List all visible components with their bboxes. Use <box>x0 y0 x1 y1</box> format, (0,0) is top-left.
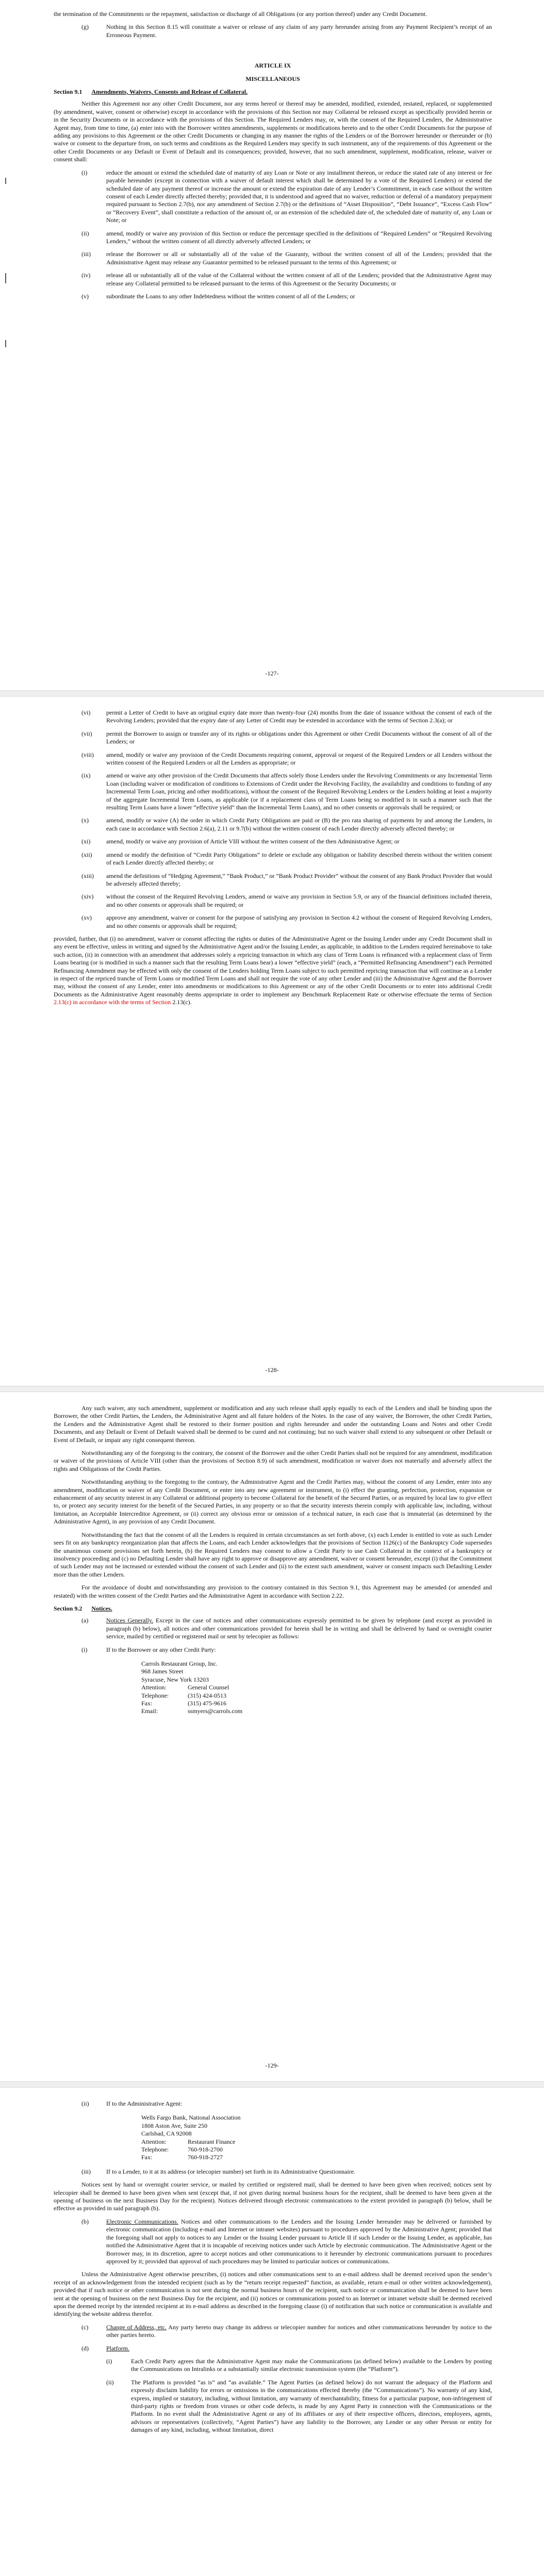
section-heading: Section 9.2 Notices. <box>54 1604 112 1612</box>
margin-change-bar <box>5 178 6 184</box>
list-item: (xi) amend, modify or waive any provision of Article VIII without the written consent of the then Administrative Agent; or <box>81 838 400 845</box>
article-title: MISCELLANEOUS <box>245 75 300 82</box>
list-item: (a) Notices Generally. Except in the case of notices and other communications expressly permitted to be given by telephone (and except as provided in paragraph (b) below), all notices and other communications provided for herein shall be in writing and shall be delivered by hand or overnight courier service, mailed by certified or registered mail or sent by telecopier as follows: <box>81 1617 492 1640</box>
closing-paragraph: provided, further, that (i) no amendment, waiver or consent affecting the rights or duties of the Administrative Agent or the Issuing Lender under any Credit Document shall in any event be effective, unless in writing and signed by the Administrative Agent and/or the Issuing Lender, as applicable, in addition to the Lenders required hereinabove to take such action, (ii) in connection with an amendment that addresses solely a repricing transaction in which any class of Term Loans is refinanced with a replacement class of Term Loans bearing (or is modified in such a manner such that the resulting Term Loans bear) a lower “effective yield” (each, a “Permitted Refinancing Amendment”) each Permitted Refinancing Amendment may be effected with only the consent of the Lenders holding Term Loans subject to such permitted repricing transaction that will continue as a Lender in respect of the repriced tranche of Term Loans or modified Term Loans and shall not require the vote of any other Lender and (iii) the Administrative Agent and the Borrower may, without the consent of any Lender, enter into amendments or modifications to this Agreement or any of the other Credit Documents or to enter into additional Credit Documents as the Administrative Agent reasonably deems appropriate in order to implement any Benchmark Replacement Rate or otherwise effectuate the terms of Section 2.13(c) in accordance with the terms of Section 2.13(c). <box>54 935 492 1006</box>
page-130 <box>0 2088 544 2576</box>
page-separator <box>0 1386 544 1392</box>
body-paragraph: Notices sent by hand or overnight courier service, or mailed by certified or registered mail, shall be deemed to have been given when received; notices sent by telecopier shall be deemed to have been given when sent (except that, if not given during normal business hours for the recipient, shall be deemed to have been given at the opening of business on the next Business Day for the recipient). Notices delivered through electronic communications to the extent provided in paragraph (b) below, shall be effective as provided in said paragraph (b). <box>54 2181 492 2212</box>
list-item: (d) Platform. <box>81 2344 129 2352</box>
article-heading: ARTICLE IX <box>254 62 291 70</box>
list-item: (iii) release the Borrower or all or substantially all of the value of the Guaranty, without the written consent of all of the Lenders; provided that the Administrative Agent may release any Guarantor permitted to be released pursuant to the terms of this Agreement; or <box>81 250 492 266</box>
body-paragraph: Any such waiver, any such amendment, supplement or modification and any such release shall apply equally to each of the Lenders and shall be binding upon the Borrower, the other Credit Parties, the Lenders, the Administrative Agent and all future holders of the Notes. In the case of any waiver, the Borrower, the other Credit Parties, the Lenders and the Administrative Agent shall be restored to their former position and rights hereunder and under the outstanding Loans and Notes and other Credit Documents, and any Default or Event of Default waived shall be deemed to be cured and not continuing; but no such waiver shall extend to any subsequent or other Default or Event of Default, or impair any right consequent thereon. <box>54 1404 492 1444</box>
list-item: (vi) permit a Letter of Credit to have an original expiry date more than twenty-four (24) months from the date of issuance without the consent of each of the Revolving Lenders; provided that the expiry date of any Letter of Credit may be extended in accordance with the terms of Section 2.3(a); or <box>81 709 492 724</box>
list-item: (i) reduce the amount or extend the scheduled date of maturity of any Loan or Note or any installment thereon, or reduce the stated rate of any interest or fee payable hereunder (except in connection with a waiver of default interest which shall be determined by a vote of the Required Lenders) or extend the scheduled date of any payment thereof or increase the amount or extend the expiration date of any Lender’s Commitment, in each case without the written consent of each Lender directly affected thereby; provided that, it is understood and agreed that no waiver, reduction or deferral of a mandatory prepayment required pursuant to Section 2.7(b), nor any amendment of Section 2.7(b) or the definitions of “Asset Disposition”, “Debt Issuance”, “Excess Cash Flow” or “Recovery Event”, shall constitute a reduction of the amount of, or an extension of the scheduled date of, the scheduled date of maturity of, any Loan or Note; or <box>81 168 492 224</box>
section-heading: Section 9.1 Amendments, Waivers, Consents and Release of Collateral. <box>54 88 248 96</box>
list-item: (x) amend, modify or waive (A) the order in which Credit Party Obligations are paid or (B) the pro rata sharing of payments by and among the Lenders, in each case in accordance with Section 2.6(a), 2.11 or 9.7(b) without the written consent of each Lender directly adversely affected thereby; or <box>81 817 492 832</box>
list-item: (ii) The Platform is provided “as is” and “as available.” The Agent Parties (as defined below) do not warrant the adequacy of the Platform and expressly disclaim liability for errors or omissions in the communications effected thereby (the “Communications”). No warranty of any kind, express, implied or statutory, including, without limitation, any warranty of merchantability, fitness for a particular purpose, non-infringement of third-party rights or freedom from viruses or other code defects, is made by any Agent Party in connection with the Communications or the Platform. In no event shall the Administrative Agent or any of its affiliates or any of their respective officers, directors, employees, agents, advisors or representatives (collectively, “Agent Parties”) have any liability to the Borrower, any Lender or any other Person or entity for damages of any kind, including, without limitation, direct <box>106 2378 492 2434</box>
body-paragraph: Notwithstanding any of the foregoing to the contrary, the consent of the Borrower and the other Credit Parties shall not be required for any amendment, modification or waiver of the provisions of Article VIII (other than the provisions of Section 8.9) of such amendment, modification or waiver does not materially and adversely affect the rights and Obligations of the Credit Parties. <box>54 1449 492 1472</box>
page-separator <box>0 690 544 697</box>
list-item: (vii) permit the Borrower to assign or transfer any of its rights or obligations under this Agreement or other Credit Documents without the consent of all of the Lenders; or <box>81 730 492 745</box>
body-paragraph: For the avoidance of doubt and notwithstanding any provision to the contrary contained in this Section 9.1, this Agreement may be amended (or amended and restated) with the written consent of the Credit Parties and the Administrative Agent in accordance with Section 2.22. <box>54 1584 492 1599</box>
body-paragraph: Notwithstanding the fact that the consent of all the Lenders is required in certain circumstances as set forth above, (x) each Lender is entitled to vote as such Lender sees fit on any bankruptcy reorganization plan that affects the Loans, and each Lender acknowledges that the provisions of Section 1126(c) of the Bankruptcy Code supersedes the unanimous consent provisions set forth herein, (b) the Required Lenders may consent to allow a Credit Party to use Cash Collateral in the context of a bankruptcy or insolvency proceeding and (c) no Defaulting Lender shall have any right to approve or disapprove any amendment, waiver or consent hereunder, except (i) that the Commitment of such Lender may not be increased or extended without the consent of such Lender and (ii) to the extent such amendment, waiver or consent impacts such Defaulting Lender more than the other Lenders. <box>54 1531 492 1578</box>
page-separator <box>0 2081 544 2088</box>
list-item: (i) Each Credit Party agrees that the Administrative Agent may make the Communications (as defined below) available to the Lenders by posting the Communications on Intralinks or a substantially similar electronic transmission system (the “Platform”). <box>106 2357 492 2373</box>
page-128-content <box>54 709 492 1012</box>
page-127-content <box>54 10 492 306</box>
page-number: -129- <box>265 2062 279 2069</box>
list-item: (v) subordinate the Loans to any other Indebtedness without the written consent of all of the Lenders; or <box>81 292 355 300</box>
page-130-content <box>54 2100 492 2439</box>
address-intro: (ii) If to the Administrative Agent: <box>81 2100 183 2107</box>
list-item: (xiv) without the consent of the Required Revolving Lenders, amend or waive any provision in Section 5.9, or any of the financial definitions included therein, and no other consents or approvals shall be required; or <box>81 893 492 908</box>
list-item: (ix) amend or waive any other provision of the Credit Documents that affects solely those Lenders under the Revolving Commitments or any Incremental Term Loan (including waiver or modification of conditions to Extensions of Credit under the Revolving Facility, the availability and conditions to funding of any Incremental Term Loan, pricing and other modifications), without the consent of the Required Revolving Lenders or the Lenders holding at least a majority of the aggregate Incremental Term Loans, as applicable (or if a replacement class of Term Loans being so modified is in such a manner such that the resulting Term Loans have a lower “effective yield” than the Incremental Term Loans), and no other consents or approvals shall be required; or <box>81 772 492 811</box>
list-item: (b) Electronic Communications. Notices and other communications to the Lenders and the Issuing Lender hereunder may be delivered or furnished by electronic communication (including e-mail and Internet or intranet websites) pursuant to procedures approved by the Administrative Agent; provided that the foregoing shall not apply to notices to any Lender or the Issuing Lender pursuant to Article II if such Lender or the Issuing Lender, as applicable, has notified the Administrative Agent that it is incapable of receiving notices under such Article by electronic communication. The Administrative Agent or the Borrower may, in its discretion, agree to accept notices and other communications to it hereunder by electronic communications pursuant to procedures approved by it; provided that approval of such procedures may be limited to particular notices or communications. <box>81 2217 492 2265</box>
page-number: -128- <box>265 1366 279 1374</box>
page-127 <box>0 0 544 690</box>
page-129 <box>0 1392 544 2081</box>
list-item: (xii) amend or modify the definition of “Credit Party Obligations” to delete or exclude any obligation or liability described therein without the written consent of each Lender directly affected thereby; or <box>81 851 492 867</box>
item-list <box>54 169 492 301</box>
list-item: (c) Change of Address, etc. Any party hereto may change its address or telecopier number for notices and other communications hereunder by notice to the other parties hereto. <box>81 2323 492 2339</box>
body-paragraph: Unless the Administrative Agent otherwise prescribes, (i) notices and other communications sent to an e-mail address shall be deemed received upon the sender’s receipt of an acknowledgement from the intended recipient (such as by the “return receipt requested” function, as available, return e-mail or other written acknowledgement), provided that if such notice or other communication is not sent during the normal business hours of the recipient, such notice or communication shall be deemed to have been sent at the opening of business on the next Business Day for the recipient, and (ii) notices or communications posted to an Internet or intranet website shall be deemed received upon the deemed receipt by the intended recipient at its e-mail address as described in the foregoing clause (i) of notification that such notice or communication is available and identifying the website address therefor. <box>54 2270 492 2318</box>
page-129-content <box>54 1404 492 1722</box>
page-number: -127- <box>265 670 279 677</box>
section-body: Neither this Agreement nor any other Credit Document, nor any terms hereof or thereof may be amended, modified, extended, restated, replaced, or supplemented (by amendment, waiver, consent or otherwise) except in accordance with the provisions of this Section nor may Collateral be released except as specifically provided herein or in the Security Documents or in accordance with the provisions of this Section. The Required Lenders may, or, with the consent of the Required Lenders, the Administrative Agent may, from time to time, (a) enter into with the Borrower written amendments, supplements or modifications hereto and to the other Credit Documents for the purpose of adding any provisions to this Agreement or the other Credit Documents or changing in any manner the rights of the Lenders or of the Borrower hereunder or thereunder or (b) waive or consent to the departure from, on such terms and conditions as the Required Lenders may specify in such instrument, any of the requirements of this Agreement or the other Credit Documents or any Default or Event of Default and its consequences; provided, however, that no such amendment, supplement, modification, release, waiver or consent shall: <box>54 100 492 163</box>
list-item: (xiii) amend the definitions of “Hedging Agreement,” “Bank Product,” or “Bank Product Provider” without the consent of any Bank Product Provider that would be adversely affected thereby; <box>81 872 492 887</box>
agent-address: Wells Fargo Bank, National Association 1808 Aston Ave, Suite 250 Carlsbad, CA 92008 Attention: Restaurant Finance Telephone: 760-918-2700 Fax: 760-918-2727 <box>141 2114 241 2161</box>
page-128 <box>0 697 544 1386</box>
margin-change-bar <box>5 340 6 347</box>
margin-change-bar <box>5 273 6 283</box>
body-paragraph: Notwithstanding anything to the foregoing to the contrary, the Administrative Agent and the Credit Parties may, without the consent of any Lender, enter into any amendment, modification or waiver of any Credit Document, or enter into any new agreement or instrument, to (i) effect the granting, perfection, protection, expansion or enhancement of any security interest in any Collateral or additional property to become Collateral for the benefit of the Secured Parties, or as required by local law to give effect to, or protect any security interest for the benefit of the Secured Parties, in any property or so that the security interests therein comply with applicable law, including, without limitation, an Acceptable Intercreditor Agreement, or (ii) correct any obvious error or omission of a technical nature, in each case that is immaterial (as determined by the Administrative Agent), in any provision of any Credit Document. <box>54 1478 492 1526</box>
list-item: (ii) amend, modify or waive any provision of this Section or reduce the percentage specified in the definitions of “Required Lenders” or “Required Revolving Lenders,” without the written consent of all directly adversely affected Lenders; or <box>81 229 492 245</box>
list-item: (iv) release all or substantially all of the value of the Collateral without the written consent of all of the Lenders; provided that the Administrative Agent may release any Collateral permitted to be released pursuant to the terms of this Agreement or the Security Documents; or <box>81 272 492 287</box>
list-item: (xv) approve any amendment, waiver or consent for the purpose of satisfying any provision in Section 4.2 without the consent of Required Revolving Lenders, and no other consents or approvals shall be required; <box>81 914 492 929</box>
intro-paragraph: the termination of the Commitments or the repayment, satisfaction or discharge of all Obligations (or any portion thereof) under any Credit Document. <box>54 10 427 18</box>
borrower-address: Carrols Restaurant Group, Inc. 968 James Street Syracuse, New York 13203 Attention: General Counsel Telephone: (315) 424-0513 Fax: (315) 475-9616 Email: ssmyers@carrols.com <box>141 1659 243 1715</box>
item-list <box>54 709 492 930</box>
list-item: (g) Nothing in this Section 8.15 will constitute a waiver or release of any claim of any party hereunder arising from any Payment Recipient’s receipt of an Erroneous Payment. <box>81 23 492 39</box>
list-item: (iii) If to a Lender, to it at its address (or telecopier number) set forth in its Administrative Questionnaire. <box>81 2167 356 2175</box>
address-intro: (i) If to the Borrower or any other Credit Party: <box>81 1646 216 1653</box>
list-item: (viii) amend, modify or waive any provision of the Credit Documents requiring consent, approval or request of the Required Lenders or all Lenders without the written consent of the Required Lenders or all the Lenders as appropriate; or <box>81 751 492 767</box>
